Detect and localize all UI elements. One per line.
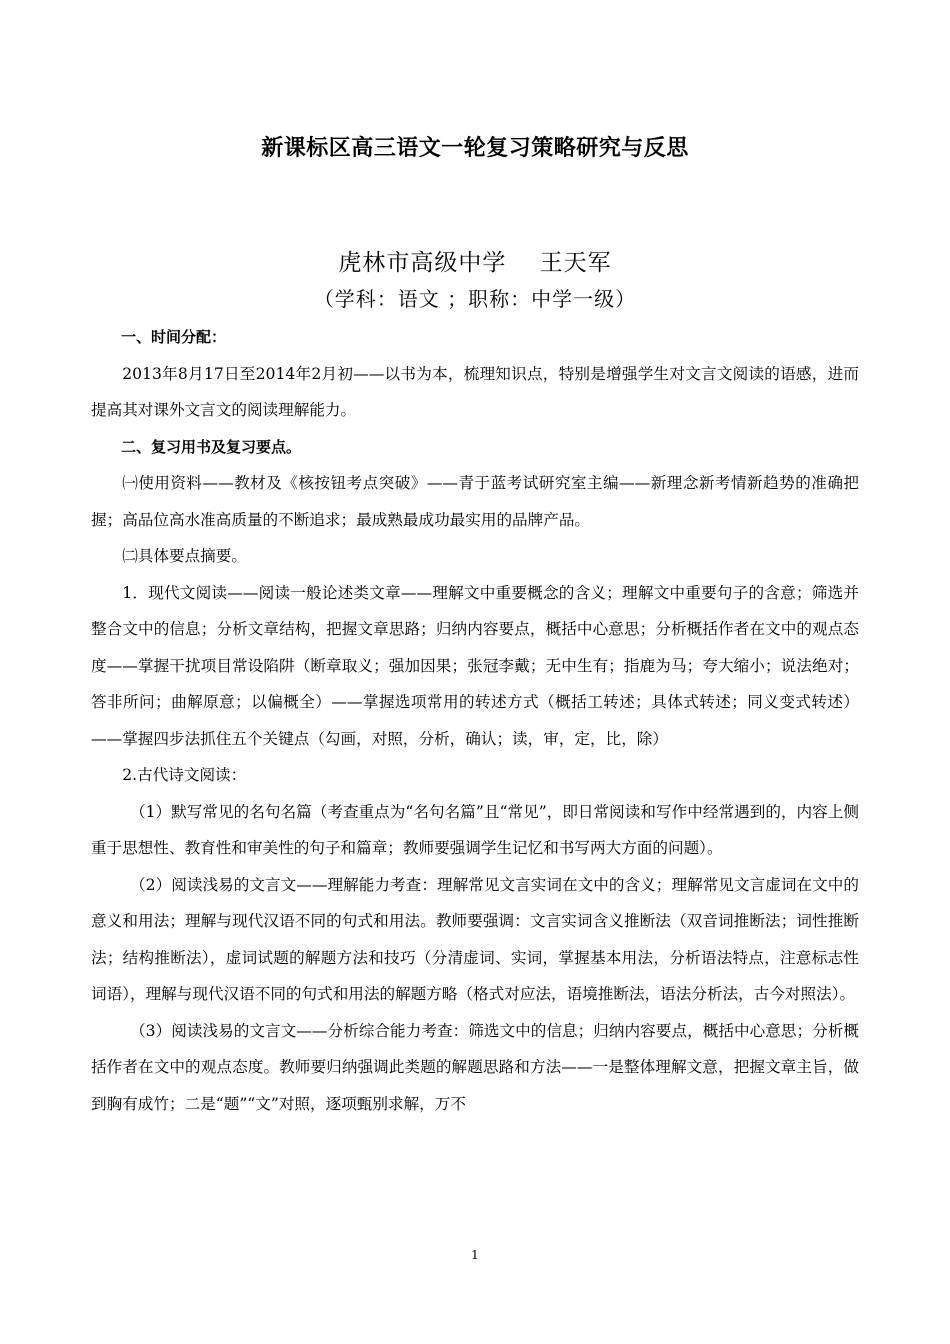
section-heading-books: 二、复习用书及复习要点。 <box>121 437 302 456</box>
author-line: 虎林市高级中学 王天军 <box>338 250 612 276</box>
paragraph-modern-reading: 1．现代文阅读——阅读一般论述类文章——理解文中重要概念的含义；理解文中重要句子的含意；筛选并整合文中的信息；分析文章结构，把握文章思路；归纳内容要点，概括中心意思；分析概括作者在文中的观点态度——掌握干扰项目常设陷阱（断章取义；强加因果；张冠李戴；无中生有；指鹿为马；夸大缩小；说法绝对；答非所问；曲解原意；以偏概全）——掌握选项常用的转述方式（概括工转述；具体式转述；同义变式转述）——掌握四步法抓住五个关键点（勾画，对照，分析，确认；读，审，定，比，除） <box>91 583 859 748</box>
paragraph-classical-reading-heading: 2.古代诗文阅读： <box>122 766 247 784</box>
document-title: 新课标区高三语文一轮复习策略研究与反思 <box>261 136 689 161</box>
paragraph-classical-comprehension: （2）阅读浅易的文言文——理解能力考查：理解常见文言实词在文中的含义；理解常见文言虚词在文中的意义和用法；理解与现代汉语不同的句式和用法。教师要强调：文言实词含义推断法（双音词推断法；词性推断法；结构推断法），虚词试题的解题方法和技巧（分清虚词、实词，掌握基本用法，分析语法特点，注意标志性词语），理解与现代汉语不同的句式和用法的解题方略（格式对应法，语境推断法，语法分析法，古今对照法）。 <box>91 875 859 1003</box>
document-body <box>91 319 859 1122</box>
paragraph-key-points-intro: ㈡具体要点摘要。 <box>122 547 247 565</box>
paragraph-classical-analysis: （3）阅读浅易的文言文——分析综合能力考查：筛选文中的信息；归纳内容要点，概括中心意思；分析概括作者在文中的观点态度。教师要归纳强调此类题的解题思路和方法——一是整体理解文意，把握文章主旨，做到胸有成竹；二是“题”“文”对照，逐项甄别求解，万不 <box>91 1021 859 1113</box>
section-heading-time: 一、时间分配： <box>121 328 227 346</box>
paragraph-recitation: （1）默写常见的名句名篇（考查重点为“名句名篇”且“常见”，即日常阅读和写作中经常遇到的，内容上侧重于思想性、教育性和审美性的句子和篇章；教师要强调学生记忆和书写两大方面的问题）。 <box>91 802 859 857</box>
page-number: 1 <box>471 1248 479 1262</box>
paragraph-materials: ㈠使用资料——教材及《核按钮考点突破》——青于蓝考试研究室主编——新理念新考情新趋势的准确把握；高品位高水准高质量的不断追求；最成熟最成功最实用的品牌产品。 <box>91 474 859 529</box>
credential-line: （学科：语文 ；职称：中学一级） <box>313 287 637 311</box>
paragraph-time-schedule: 2013年8月17日至2014年2月初——以书为本，梳理知识点，特别是增强学生对文言文阅读的语感，进而提高其对课外文言文的阅读理解能力。 <box>91 364 859 419</box>
